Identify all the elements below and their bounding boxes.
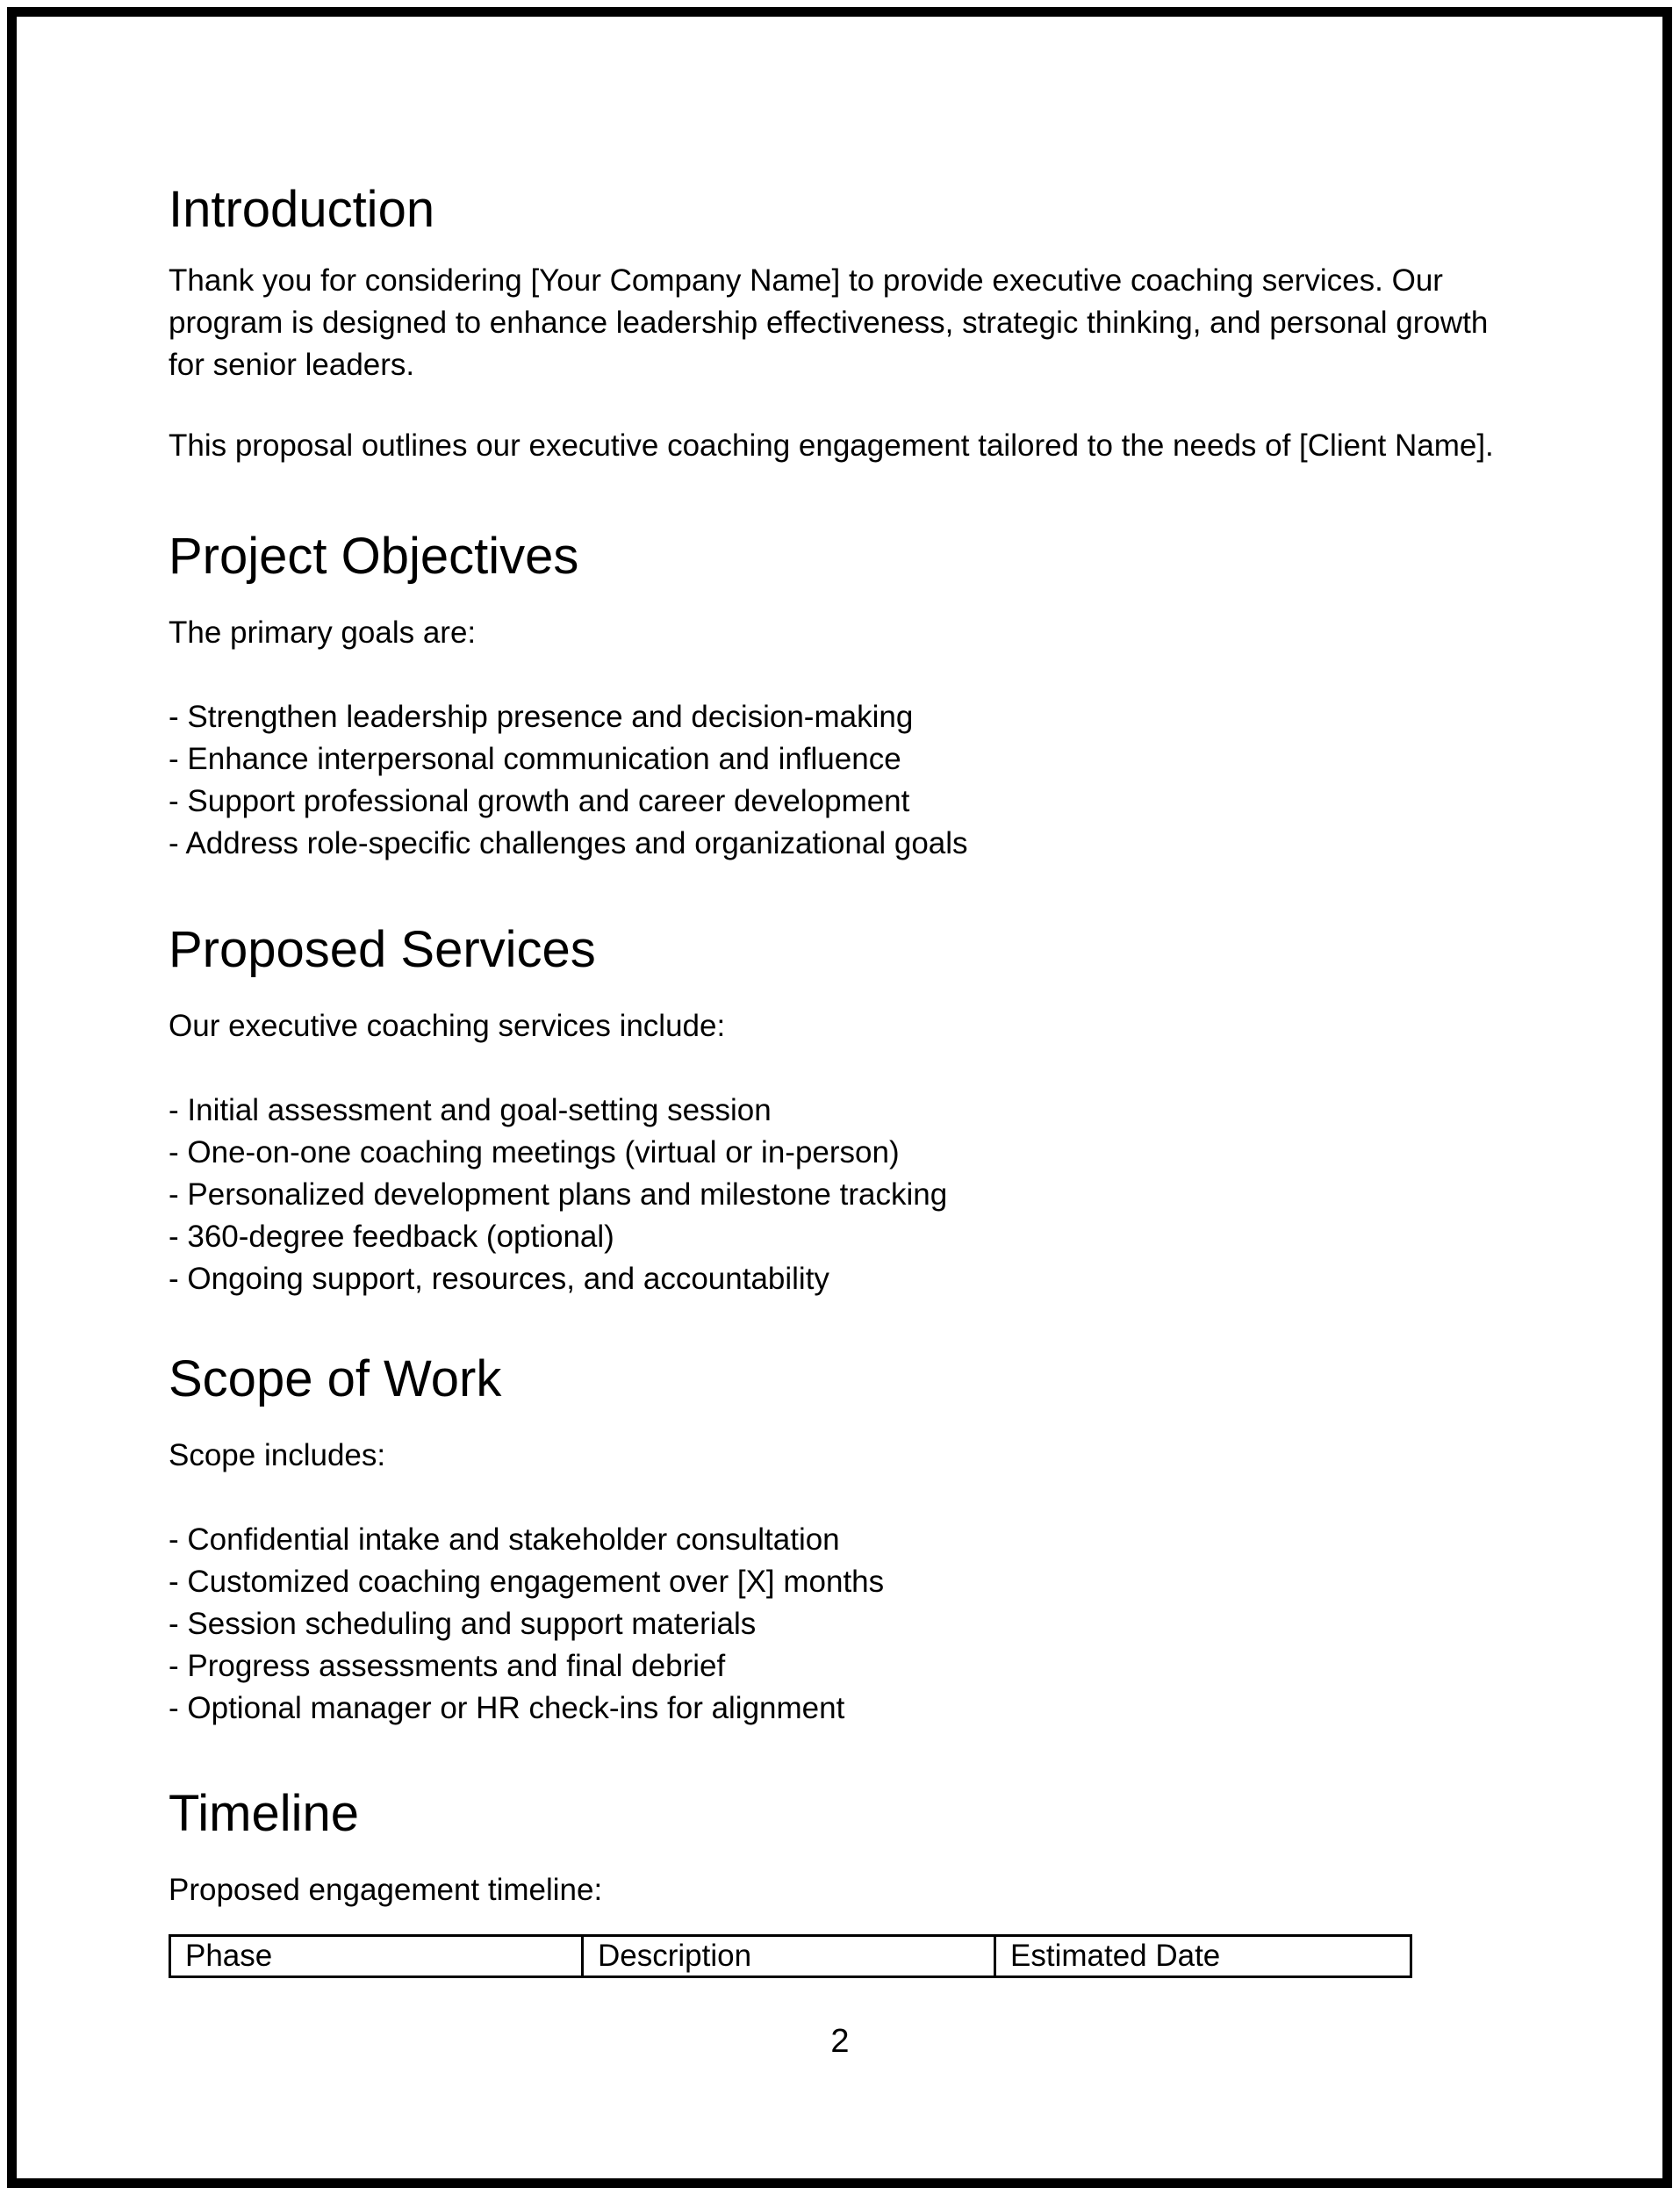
bullet-item: - Session scheduling and support materials: [169, 1607, 757, 1641]
bullet-item: - Customized coaching engagement over [X] months: [169, 1565, 885, 1599]
bullet-item: - Ongoing support, resources, and accountability: [169, 1262, 829, 1296]
section-heading-project-objectives: Project Objectives: [169, 528, 579, 585]
proposed-services-bullet-list: [169, 1090, 1511, 1300]
bullet-item: - Address role-specific challenges and organizational goals: [169, 826, 968, 860]
introduction-paragraph-2: This proposal outlines our executive coaching engagement tailored to the needs of [Client Name].: [169, 428, 1494, 463]
table-header-phase: Phase: [170, 1936, 583, 1977]
timeline-table-header-row: [170, 1936, 1411, 1977]
bullet-item: - One-on-one coaching meetings (virtual or in-person): [169, 1135, 900, 1169]
section-heading-introduction: Introduction: [169, 181, 435, 238]
bullet-item: - Personalized development plans and milestone tracking: [169, 1177, 948, 1212]
bullet-item: - Enhance interpersonal communication and influence: [169, 742, 901, 776]
section-heading-timeline: Timeline: [169, 1785, 360, 1842]
bullet-item: - Optional manager or HR check-ins for alignment: [169, 1691, 845, 1725]
table-header-description: Description: [583, 1936, 995, 1977]
bullet-item: - Strengthen leadership presence and decision-making: [169, 700, 914, 734]
proposed-services-intro: Our executive coaching services include:: [169, 1009, 726, 1043]
bullet-item: - Confidential intake and stakeholder consultation: [169, 1522, 840, 1557]
page-content: [169, 17, 1511, 2062]
bullet-item: - 360-degree feedback (optional): [169, 1220, 614, 1254]
timeline-intro: Proposed engagement timeline:: [169, 1873, 603, 1907]
table-header-estimated-date: Estimated Date: [995, 1936, 1411, 1977]
section-heading-scope-of-work: Scope of Work: [169, 1350, 502, 1407]
bullet-item: - Support professional growth and career development: [169, 784, 910, 818]
timeline-table: [169, 1934, 1412, 1978]
project-objectives-bullet-list: [169, 696, 1511, 865]
project-objectives-intro: The primary goals are:: [169, 615, 477, 650]
introduction-paragraph-1: Thank you for considering [Your Company Name] to provide executive coaching services. Our program is designed to enhance leadership effectiveness, strategic thinking, and personal growth for senior leaders.: [169, 263, 1489, 382]
page-number: 2: [830, 2023, 850, 2060]
scope-of-work-bullet-list: [169, 1519, 1511, 1730]
section-heading-proposed-services: Proposed Services: [169, 921, 596, 978]
scope-of-work-intro: Scope includes:: [169, 1438, 386, 1472]
bullet-item: - Progress assessments and final debrief: [169, 1649, 726, 1683]
bullet-item: - Initial assessment and goal-setting session: [169, 1093, 772, 1127]
